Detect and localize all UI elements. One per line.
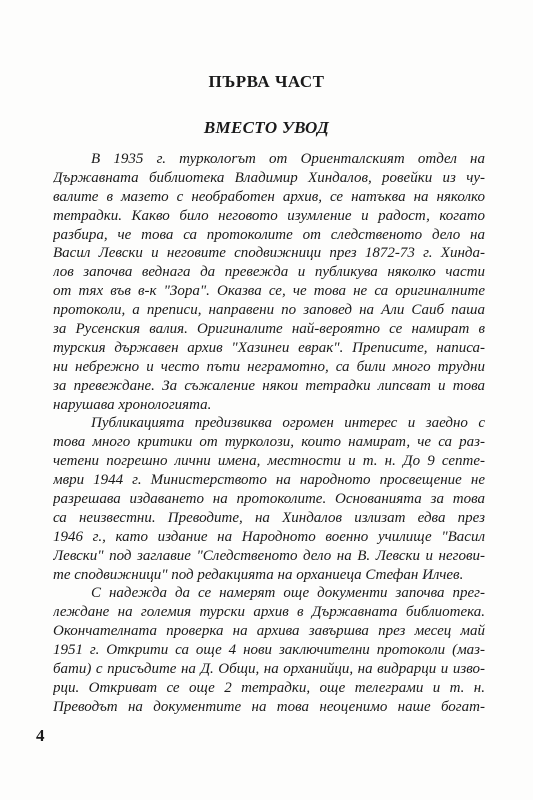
text-line: нарушава хронологията. bbox=[53, 396, 212, 413]
text-line: рци. Откриват се още 2 тетрадки, още телеграми и т. н. bbox=[53, 679, 485, 696]
text-line: 1951 г. Открити са още 4 нови заключителни протоколи (маз- bbox=[53, 642, 485, 659]
text-line: валите в мазето с необработен архив, се натъква на няколко bbox=[53, 188, 485, 205]
text-line: ни небрежно и често пъти неграмотно, са били много трудни bbox=[53, 358, 485, 375]
text-line: тетрадки. Какво било неговото изумление и радост, когато bbox=[53, 207, 485, 224]
text-line: Публикацията предизвиква огромен интерес и заедно с bbox=[91, 415, 485, 432]
text-line: за превеждане. За съжаление някои тетрадки липсват и това bbox=[53, 377, 485, 394]
text-line: В 1935 г. турколоrът от Ориенталският отдел на bbox=[91, 151, 485, 167]
text-line: 1946 г., като издание на Народното военно училище "Васил bbox=[53, 528, 485, 545]
part-title: ПЪРВА ЧАСТ bbox=[208, 72, 325, 91]
paragraph-2 bbox=[53, 414, 485, 584]
text-line: Окончателната проверка на архива завършва през месец май bbox=[53, 623, 485, 640]
text-line: Левски" под заглавие "Следственото дело на В. Левски и негови- bbox=[53, 547, 485, 564]
text-line: мври 1944 г. Министерството на народното просвещение не bbox=[53, 472, 485, 489]
text-line: те сподвижници" под редакцията на орханиеца Стефан Илчев. bbox=[53, 566, 464, 583]
page-number: 4 bbox=[36, 726, 45, 745]
paragraph-1 bbox=[53, 150, 485, 414]
text-line: леждане на големия турски архив в Държавната библиотека. bbox=[53, 604, 485, 621]
text-line: Васил Левски и неговите сподвижници през 1872-73 г. Хинда- bbox=[53, 245, 485, 262]
text-line: са неизвестни. Преводите, на Хиндалов излизат едва през bbox=[53, 509, 485, 526]
text-line: четени погрешно лични имена, местности и т. н. До 9 септе- bbox=[53, 453, 485, 470]
body-text bbox=[53, 150, 485, 717]
text-line: за Русенския валия. Оригиналите най-вероятно се намират в bbox=[53, 321, 485, 338]
text-line: разрешава издаването на протоколите. Основанията за това bbox=[53, 491, 485, 508]
text-line: С надежда да се намерят още документи започва прег- bbox=[91, 585, 485, 602]
text-line: разбира, че това са протоколите от следственото дело на bbox=[53, 226, 485, 243]
text-line: бати) с присъдите на Д. Общи, на орханийци, на видрарци и изво- bbox=[53, 661, 485, 678]
text-line: Преводът на документите на това неоценимо наше богат- bbox=[53, 698, 485, 715]
text-line: Държавната библиотека Владимир Хиндалов, ровейки из чу- bbox=[53, 169, 485, 186]
text-line: турския държавен архив "Хазинеи еврак". Преписите, написа- bbox=[53, 339, 485, 356]
text-line: това много критики от турколози, които намират, че са раз- bbox=[53, 434, 485, 451]
section-title: ВМЕСТО УВОД bbox=[203, 118, 330, 137]
text-line: протоколи, а преписи, направени по заповед на Али Саиб паша bbox=[53, 302, 485, 319]
paragraph-3 bbox=[53, 584, 485, 716]
text-line: лов започва веднага да превежда и публикува няколко части bbox=[53, 264, 485, 281]
text-line: от тях във в-к "Зора". Оказва се, че това не са оригиналните bbox=[53, 283, 485, 300]
